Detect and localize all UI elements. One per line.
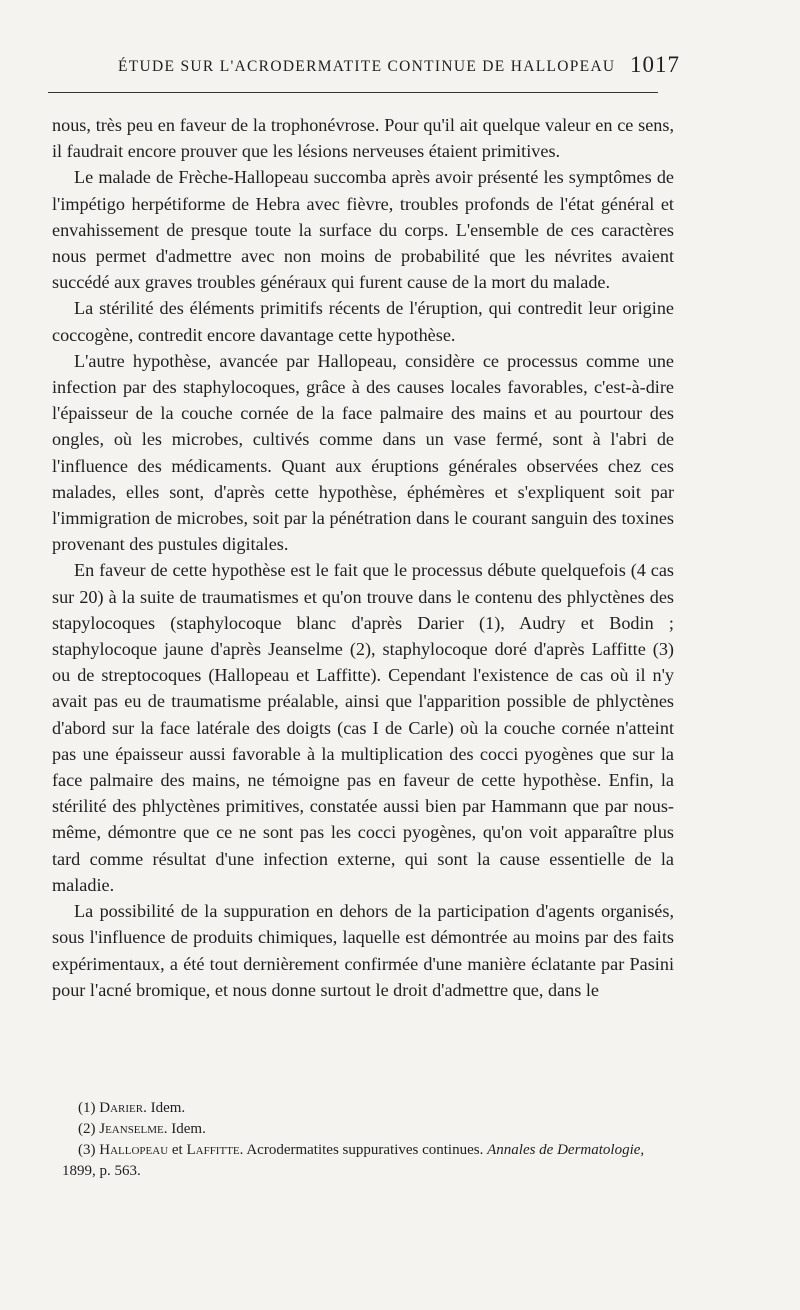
paragraph-6: La possibilité de la suppuration en dehors de la participation d'agents organisés, sous l'influence de produits chimiques, laquelle est démontrée au moins par des faits expérimentaux, a été tout dernièrement confirmée d'une manière éclatante par Pasini pour l'acné bromique, et nous donne surtout le droit d'admettre que, dans le [52,901,674,1000]
footnote-3-number: (3) [78,1142,96,1158]
footnote-2-text: Idem. [171,1121,206,1137]
footnote-1-text: Idem. [150,1100,186,1116]
running-title: ÉTUDE SUR L'ACRODERMATITE CONTINUE DE HALLOPEAU [118,58,616,75]
footnotes [62,1098,680,1182]
paragraph-3: La stérilité des éléments primitifs récents de l'éruption, qui contredit leur origine coccogène, contredit encore davantage cette hypothèse. [52,298,674,345]
footnote-2-author: Jeanselme. [99,1121,168,1137]
footnote-1-author: Darier. [99,1100,147,1116]
footnote-1-number: (1) [78,1100,96,1116]
header-divider [48,92,658,93]
footnote-3-author-2: Laffitte. [186,1142,244,1158]
footnote-3-journal: Annales de Dermatologie, [487,1142,645,1158]
footnote-3 [62,1140,680,1182]
body-text [52,112,674,1003]
footnote-1 [62,1098,680,1119]
footnote-2 [62,1119,680,1140]
paragraph-1: nous, très peu en faveur de la trophonévrose. Pour qu'il ait quelque valeur en ce sens, il faudrait encore prouver que les lésions nerveuses étaient primitives. [52,115,674,162]
footnote-3-author-1: Hallopeau [99,1142,169,1158]
footnote-3-and: et [171,1142,183,1158]
page-number: 1017 [630,52,680,77]
footnote-3-reference: 1899, p. 563. [62,1163,141,1179]
paragraph-5: En faveur de cette hypothèse est le fait que le processus débute quelquefois (4 cas sur 20) à la suite de traumatismes et qu'on trouve dans le contenu des phlyctènes des stapylocoques (staphylocoque blanc d'après Darier (1), Audry et Bodin ; staphylocoque jaune d'après Jeanselme (2), staphylocoque doré d'après Laffitte (3) ou de streptocoques (Hallopeau et Laffitte). Cependant l'existence de cas où il n'y avait pas eu de traumatisme préalable, ainsi que l'apparition possible de phlyctènes d'abord sur la face latérale des doigts (cas I de Carle) où la couche cornée n'atteint pas une épaisseur aussi favorable à la multiplication des cocci pyogènes que sur la face palmaire des mains, ne témoigne pas en faveur de cette hypothèse. Enfin, la stérilité des phlyctènes primitives, constatée aussi bien par Hammann que par nous-même, démontre que ce ne sont pas les cocci pyogènes, qu'on voit apparaître plus tard comme résultat d'une infection externe, qui sont la cause essentielle de la maladie. [52,560,674,895]
footnote-2-number: (2) [78,1121,96,1137]
paragraph-2: Le malade de Frèche-Hallopeau succomba après avoir présenté les symptômes de l'impétigo herpétiforme de Hebra avec fièvre, troubles profonds de l'état général et envahissement de presque toute la surface du corps. L'ensemble de ces caractères nous permet d'admettre avec non moins de probabilité que les névrites avaient succédé aux graves troubles généraux qui furent cause de la mort du malade. [52,167,674,293]
page-header [48,52,680,86]
paragraph-4: L'autre hypothèse, avancée par Hallopeau, considère ce processus comme une infection par des staphylocoques, grâce à des causes locales favorables, c'est-à-dire l'épaisseur de la couche cornée de la face palmaire des mains et au pourtour des ongles, où les microbes, cultivés comme dans un vase fermé, sont à l'abri de l'influence des médicaments. Quant aux éruptions générales observées chez ces malades, elles sont, d'après cette hypothèse, éphémères et s'expliquent soit par l'immigration de microbes, soit par la pénétration dans le courant sanguin des toxines provenant des pustules digitales. [52,350,674,555]
footnote-3-title: Acrodermatites suppuratives continues. [246,1142,484,1158]
